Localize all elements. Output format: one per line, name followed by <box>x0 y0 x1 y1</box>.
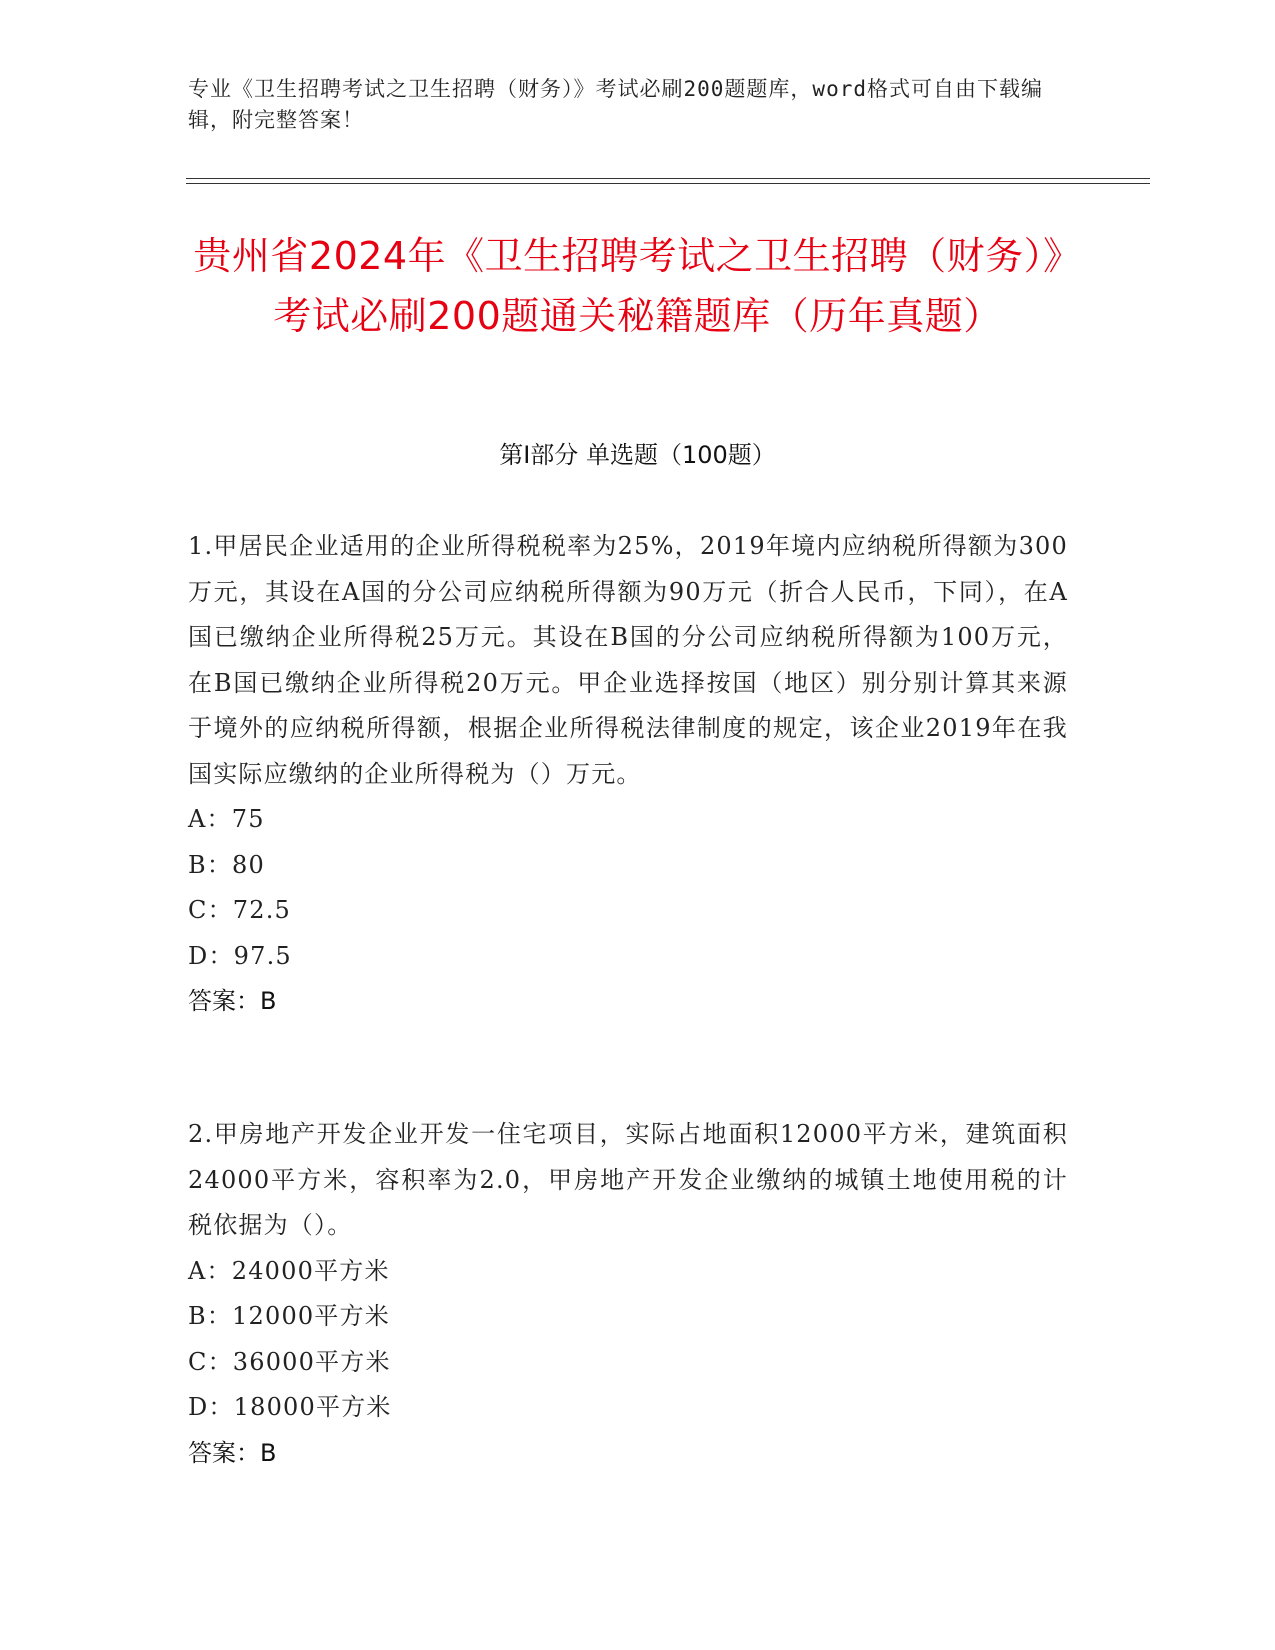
option-b: B：80 <box>188 850 265 879</box>
header-divider <box>186 178 1150 184</box>
option-c: C：72.5 <box>188 896 292 924</box>
option-c: C：36000平方米 <box>188 1347 391 1376</box>
header-note: 专业《卫生招聘考试之卫生招聘（财务）》考试必刷200题题库，word格式可自由下载编辑，附完整答案！ <box>188 77 1043 132</box>
question-2 <box>188 1112 1068 1476</box>
document-title: 贵州省2024年《卫生招聘考试之卫生招聘（财务）》考试必刷200题通关秘籍题库（历年真题） <box>193 234 1082 338</box>
option-d: D：97.5 <box>188 941 292 970</box>
question-1 <box>188 524 1068 1025</box>
option-a: A：75 <box>188 805 265 833</box>
answer: 答案：B <box>188 987 277 1015</box>
option-d: D：18000平方米 <box>188 1393 392 1421</box>
option-b: B：12000平方米 <box>188 1302 390 1330</box>
option-a: A：24000平方米 <box>188 1256 390 1285</box>
question-stem: 1.甲居民企业适用的企业所得税税率为25%，2019年境内应纳税所得额为300万元，其设在A国的分公司应纳税所得额为90万元（折合人民币，下同），在A国已缴纳企业所得税25万元。其设在B国的分公司应纳税所得额为100万元，在B国已缴纳企业所得税20万元。甲企业选择按国（地区）别分别计算其来源于境外的应纳税所得额，根据企业所得税法律制度的规定，该企业2019年在我国实际应缴纳的企业所得税为（）万元。 <box>188 532 1068 788</box>
question-stem: 2.甲房地产开发企业开发一住宅项目，实际占地面积12000平方米，建筑面积24000平方米，容积率为2.0，甲房地产开发企业缴纳的城镇土地使用税的计税依据为（）。 <box>188 1120 1068 1239</box>
answer: 答案：B <box>188 1438 277 1467</box>
section-title: 第Ⅰ部分 单选题（100题） <box>499 441 776 469</box>
